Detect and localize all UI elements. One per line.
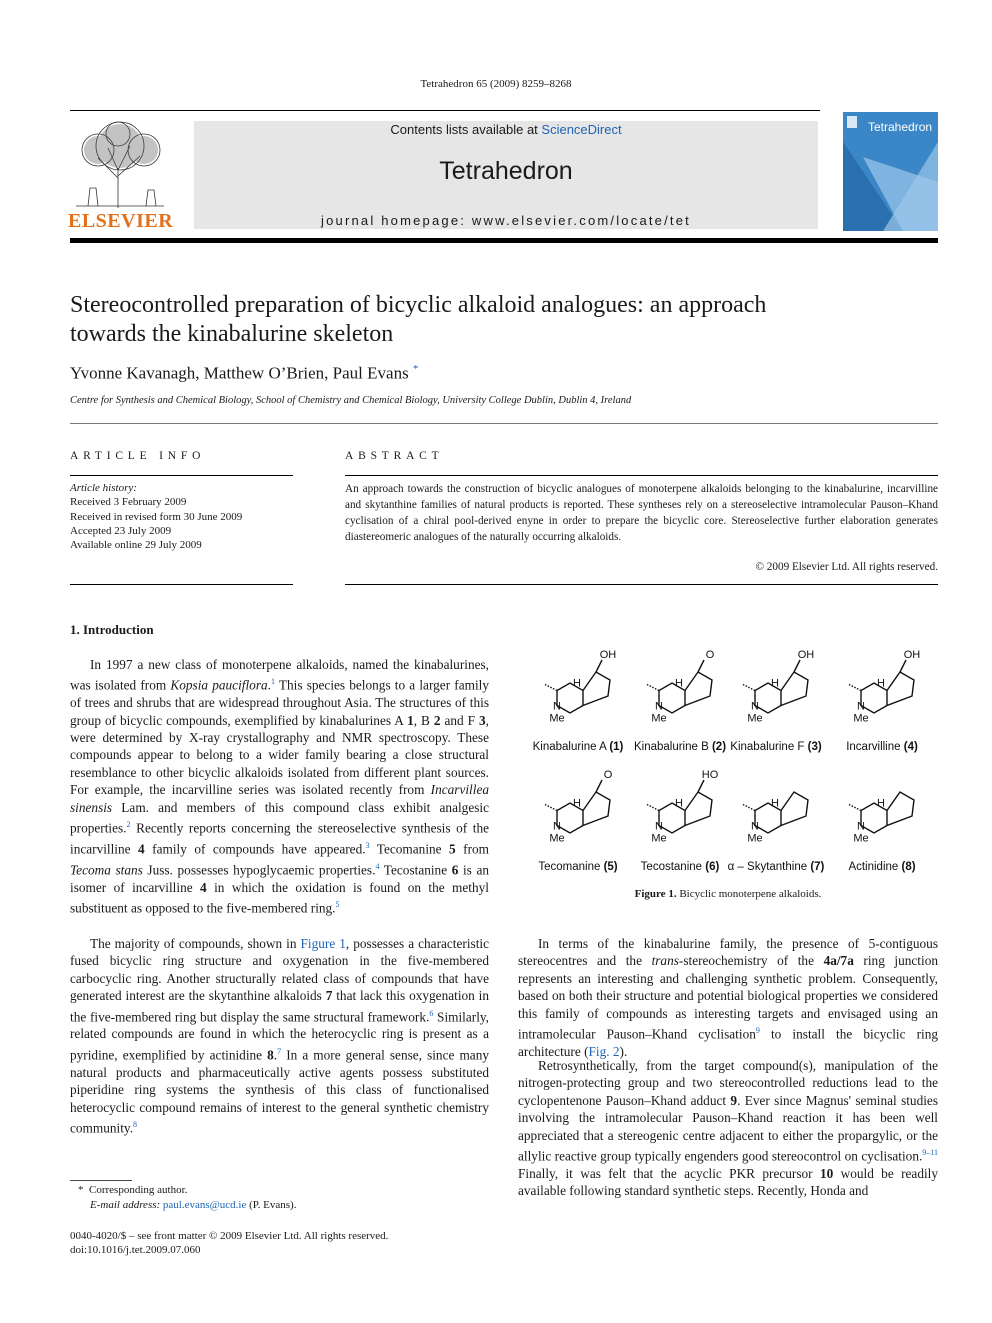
figure-1 — [518, 636, 938, 876]
n-methyl-label: Me — [853, 832, 869, 845]
compound-label: Kinabalurine A (1) — [532, 741, 624, 753]
methyl-bond — [647, 685, 659, 691]
figure-1-link[interactable]: Figure 1 — [300, 936, 346, 951]
journal-banner — [194, 121, 818, 229]
nitrogen-label: N — [553, 820, 561, 833]
abstract-heading: ABSTRACT — [345, 450, 444, 462]
methyl-bond — [743, 805, 755, 811]
intro-paragraph-3: In terms of the kinabalurine family, the presence of 5-contiguous stereocentres and the trans-stereochemistry of the 4a/7a ring junction represents an interesting and challenging synthetic problem. Consequently, based on both their structure and potential biological properties we considered this family of compounds as interesting targets and envisaged using an intramolecular Pauson–Khand cyclisation$^9$ to install the bicyclic ring architecture (Fig. 2). — [518, 936, 939, 1059]
header-thick-rule — [70, 238, 938, 243]
compound-label: Tecostanine (6) — [640, 861, 720, 873]
stereo-h-label: H — [771, 797, 779, 810]
structure-2 — [634, 649, 726, 753]
article-info-bottom-rule — [70, 584, 293, 585]
substituent-bond — [596, 660, 602, 672]
cyclopentane-ring — [583, 792, 610, 826]
footnote-corresponding: * Corresponding author. — [78, 1184, 188, 1196]
ref-9: 9 — [755, 1026, 760, 1036]
title-line-2: towards the kinabalurine skeleton — [70, 321, 394, 347]
journal-homepage-link[interactable]: journal homepage: www.elsevier.com/locate/tet — [321, 213, 691, 228]
history-revised: Received in revised form 30 June 2009 — [70, 510, 243, 523]
compound-label: Kinabalurine B (2) — [633, 741, 727, 753]
substituent-label: OH — [903, 649, 921, 661]
nitrogen-label: N — [655, 820, 663, 833]
substituent-label: O — [705, 649, 715, 661]
compound-label: Kinabalurine F (3) — [730, 741, 822, 753]
corresponding-text: Corresponding author. — [89, 1184, 188, 1196]
substituent-bond — [900, 660, 906, 672]
n-methyl-label: Me — [549, 832, 565, 845]
elsevier-tree-icon — [68, 118, 172, 210]
history-label: Article history: — [70, 482, 137, 494]
ref-3: 3 — [365, 840, 370, 850]
contents-prefix: Contents lists available at — [390, 122, 542, 137]
stereo-h-label: H — [877, 677, 885, 690]
journal-cover-image — [843, 112, 938, 231]
nitrogen-label: N — [553, 700, 561, 713]
article-info-heading: ARTICLE INFO — [70, 450, 206, 462]
journal-citation: Tetrahedron 65 (2009) 8259–8268 — [420, 78, 572, 90]
compound-label: Tecomanine (5) — [538, 861, 618, 873]
figure-1-structures — [518, 636, 938, 876]
issn-line: 0040-4020/$ – see front matter © 2009 Elsevier Ltd. All rights reserved. — [70, 1230, 389, 1242]
methyl-bond — [849, 805, 861, 811]
elsevier-logo — [68, 118, 172, 233]
substituent-bond — [794, 660, 800, 672]
history-accepted: Accepted 23 July 2009 — [70, 524, 172, 537]
doi-line: doi:10.1016/j.tet.2009.07.060 — [70, 1244, 201, 1256]
structure-5 — [538, 769, 617, 873]
ref-6: 6 — [429, 1008, 434, 1018]
structure-6 — [641, 769, 720, 873]
substituent-bond — [698, 780, 704, 792]
compound-label: Actinidine (8) — [848, 861, 916, 873]
methyl-bond — [743, 685, 755, 691]
cyclopentane-ring — [887, 792, 914, 826]
cyclopentane-ring — [685, 672, 712, 706]
abstract-copyright: © 2009 Elsevier Ltd. All rights reserved. — [755, 561, 938, 573]
n-methyl-label: Me — [853, 712, 869, 725]
substituent-label: OH — [797, 649, 815, 661]
stereo-h-label: H — [675, 797, 683, 810]
affiliation: Centre for Synthesis and Chemical Biology, School of Chemistry and Chemical Biology, University College Dublin, Dublin 4, Ireland — [70, 395, 632, 406]
cyclopentane-ring — [781, 792, 808, 826]
footnote-rule — [70, 1180, 132, 1181]
figure-2-link[interactable]: Fig. 2 — [588, 1043, 620, 1059]
nitrogen-label: N — [655, 700, 663, 713]
journal-name: Tetrahedron — [439, 157, 573, 185]
intro-paragraph-1: In 1997 a new class of monoterpene alkaloids, named the kinabalurines, was isolated from Kopsia pauciflora.$^1$ This species belongs to a larger family of trees and shrubs that are widespread throughout Asia. The structures of this group of bicyclic compounds, exemplified by kinabalurines A 1, B 2 and F 3, were determined by X-ray crystallography and NMR spectroscopy. These compounds appear to belong to a wider family bearing a close structural resemblance to other bicyclic alkaloids isolated from different plant sources. For example, the incarvilline series was isolated recently from Incarvillea sinensis Lam. and members of this compound class exhibit analgesic properties.$^2$ Recently reports concerning the stereoselective synthesis of the incarvilline 4 family of compounds have appeared.$^3$ Tecomanine 5 from Tecoma stans Juss. possesses hypoglycaemic properties.$^4$ Tecostanine 6 is an isomer of incarvilline 4 in which the oxidation is found on the methyl substituent as opposed to the five-membered ring.$^5$ — [70, 657, 490, 916]
ref-8: 8 — [133, 1119, 138, 1129]
methyl-bond — [647, 805, 659, 811]
stereo-h-label: H — [877, 797, 885, 810]
footnote-email — [90, 1198, 296, 1213]
intro-paragraph-2: The majority of compounds, shown in Figure 1, possesses a characteristic fused bicyclic ring structure and oxygenation in the five-membered carbocyclic ring. Another structurally related class of compounds that have generated interest are the skytanthine alkaloids 7 that lack this oxygenation in the five-membered ring but display the same structural framework.$^6$ Similarly, related compounds are found in which the heterocyclic ring is present as a pyridine, exemplified by actinidine 8.$^7$ In a more general sense, since many natural products and pharmaceutically active agents possess substituted piperidine ring systems the synthesis of this class of functionalised heterocyclic compound remains of interest to the general synthetic chemistry community.$^8$ — [70, 936, 490, 1136]
figure-1-caption — [518, 888, 938, 900]
methyl-bond — [545, 805, 557, 811]
corresponding-author-mark[interactable]: * — [412, 363, 419, 375]
substituent-bond — [596, 780, 602, 792]
substituent-label: OH — [599, 649, 617, 661]
n-methyl-label: Me — [651, 832, 667, 845]
article-title — [70, 291, 930, 349]
ref-2: 2 — [126, 820, 131, 830]
intro-paragraph-4: Retrosynthetically, from the target compound(s), manipulation of the nitrogen-protecting group and two stereocontrolled reductions lead to the cyclopentenone Pauson–Khand adduct 9. Ever since Magnus' seminal studies involving the intramolecular Pauson–Khand reaction it has been well appreciated that a stereogenic centre adjacent to either the propargylic, or the allylic reactive group typically engenders good stereocontrol on cyclisation.$^{9-11}$ Finally, it was felt that the acyclic PKR precursor 10 would be readily available following standard synthetic steps. Recently, Honda and — [518, 1058, 939, 1199]
sciencedirect-link[interactable]: ScienceDirect — [541, 122, 622, 137]
cyclopentane-ring — [685, 792, 712, 826]
n-methyl-label: Me — [549, 712, 565, 725]
stereo-h-label: H — [771, 677, 779, 690]
n-methyl-label: Me — [747, 832, 763, 845]
structure-4 — [846, 649, 920, 753]
nitrogen-label: N — [857, 820, 865, 833]
author-names: Yvonne Kavanagh, Matthew O’Brien, Paul Evans — [70, 363, 409, 383]
author-list — [70, 363, 418, 384]
caption-label: Figure 1. — [634, 888, 677, 900]
cyclopentane-ring — [887, 672, 914, 706]
methyl-bond — [545, 685, 557, 691]
structure-8 — [848, 792, 915, 873]
email-link[interactable]: paul.evans@ucd.ie — [162, 1199, 247, 1211]
ref-4: 4 — [375, 861, 380, 871]
substituent-label: HO — [701, 769, 719, 781]
email-label: E-mail address: — [90, 1199, 161, 1211]
substituent-label: O — [603, 769, 613, 781]
substituent-bond — [698, 660, 704, 672]
abstract-text: An approach towards the construction of bicyclic analogues of monoterpene alkaloids belonging to the kinabalurine, incarvilline and skytanthine families of natural products is reported. These syntheses rely on a stereoselective intramolecular Pauson–Khand cyclisation of a chiral pool-derived enyne in order to prepare the bicyclic core. Stereoselective further elaboration generates diastereomeric analogues of the naturally occurring alkaloids. — [345, 483, 938, 543]
stereo-h-label: H — [675, 677, 683, 690]
n-methyl-label: Me — [651, 712, 667, 725]
ref-5: 5 — [335, 899, 340, 909]
nitrogen-label: N — [857, 700, 865, 713]
structure-7 — [728, 792, 825, 873]
contents-line — [194, 122, 818, 137]
elsevier-wordmark: ELSEVIER — [68, 210, 174, 232]
header-rule — [70, 110, 820, 111]
article-info-rule — [70, 475, 293, 476]
email-suffix: (P. Evans). — [249, 1199, 297, 1211]
introduction-heading: 1. Introduction — [70, 622, 154, 637]
structure-1 — [533, 649, 624, 753]
history-online: Available online 29 July 2009 — [70, 539, 202, 552]
abstract-bottom-rule — [345, 584, 938, 585]
ref-7: 7 — [277, 1046, 282, 1056]
stereo-h-label: H — [573, 797, 581, 810]
ref-1: 1 — [270, 677, 275, 687]
nitrogen-label: N — [751, 820, 759, 833]
cover-title: Tetrahedron — [868, 120, 933, 134]
title-rule — [70, 423, 938, 424]
methyl-bond — [849, 685, 861, 691]
history-received: Received 3 February 2009 — [70, 496, 187, 509]
title-line-1: Stereocontrolled preparation of bicyclic alkaloid analogues: an approach — [70, 292, 767, 318]
structure-3 — [730, 649, 822, 753]
stereo-h-label: H — [573, 677, 581, 690]
nitrogen-label: N — [751, 700, 759, 713]
cyclopentane-ring — [781, 672, 808, 706]
article-history — [70, 481, 242, 552]
n-methyl-label: Me — [747, 712, 763, 725]
compound-label: Incarvilline (4) — [846, 741, 918, 753]
abstract-rule — [345, 475, 938, 476]
ref-9-11: 9–11 — [922, 1148, 938, 1158]
cyclopentane-ring — [583, 672, 610, 706]
caption-text: Bicyclic monoterpene alkaloids. — [679, 888, 822, 900]
compound-label: α – Skytanthine (7) — [727, 861, 825, 873]
